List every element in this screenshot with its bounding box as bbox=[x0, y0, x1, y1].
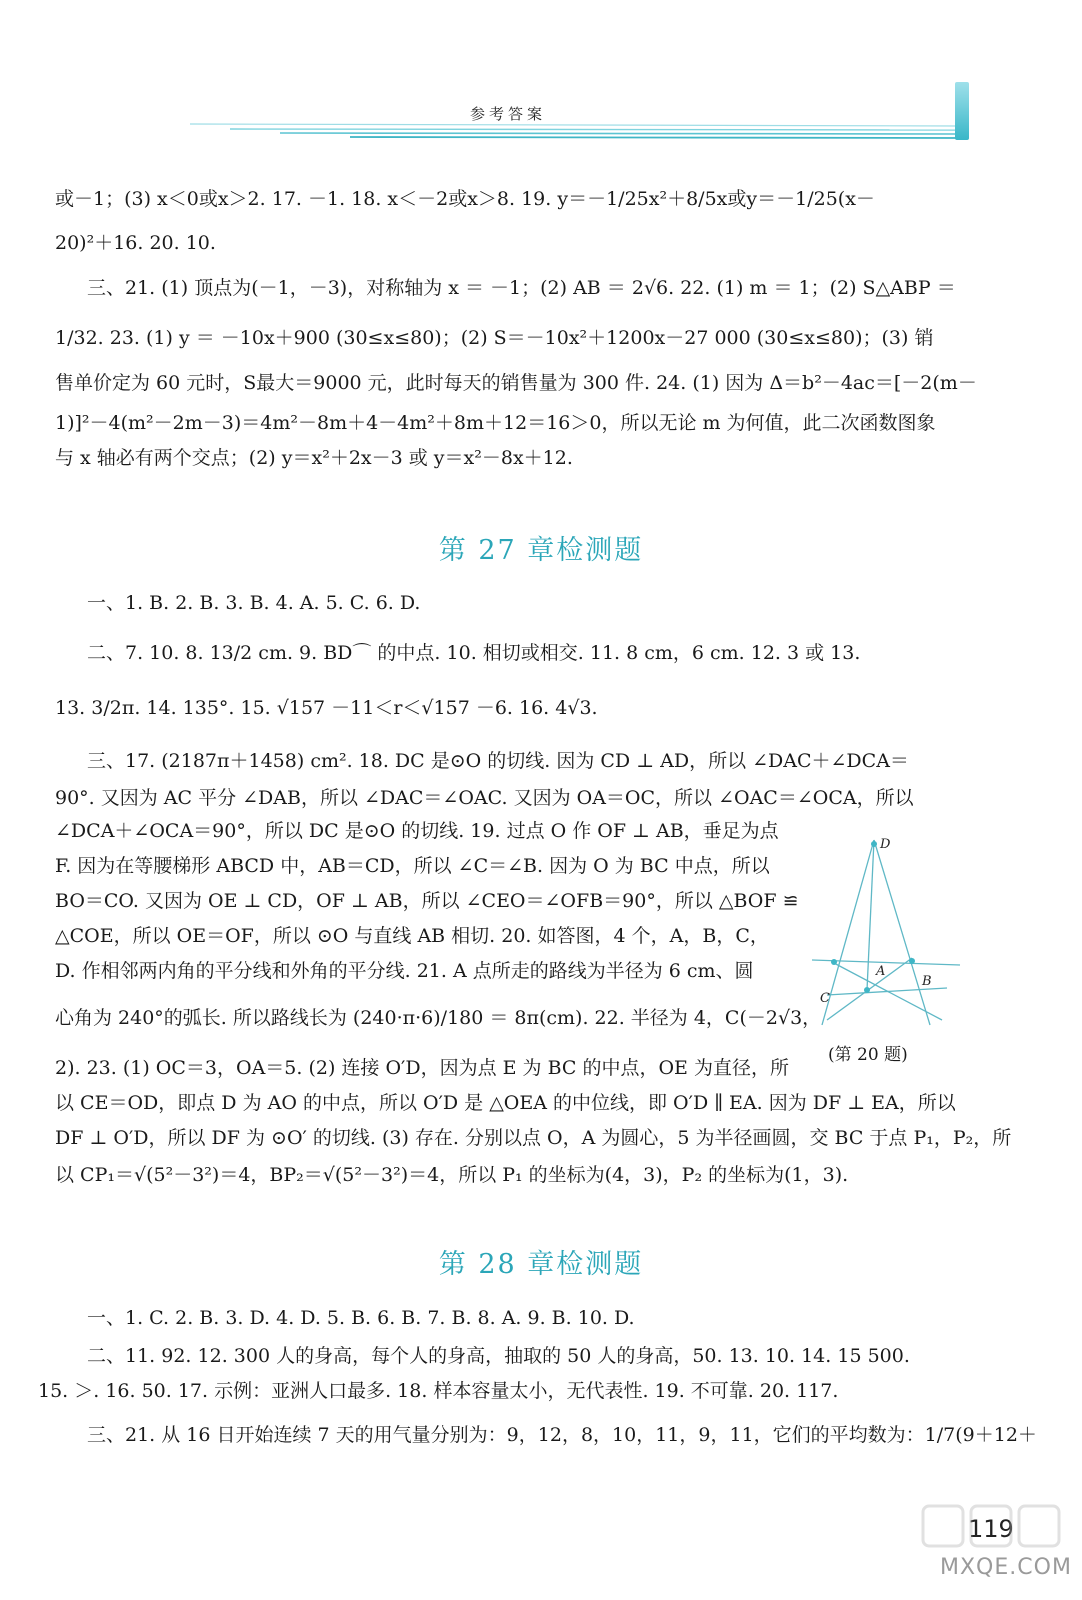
ch27-line-9: △COE，所以 OE＝OF，所以 ⊙O 与直线 AB 相切. 20. 如答图，4 个，A，B，C， bbox=[55, 925, 769, 947]
prev-line-6: 1)]²－4(m²－2m－3)＝4m²－8m＋4－4m²＋8m＋12＝16＞0，所以无论 m 为何值，此二次函数图象 bbox=[55, 412, 936, 434]
ch27-line-11: 心角为 240°的弧长. 所以路线长为 (240·π·6)/180 ＝ 8π(cm). 22. 半径为 4，C(－2√3， bbox=[55, 1007, 822, 1029]
ch27-line-4: 三、17. (2187π＋1458) cm². 18. DC 是⊙O 的切线. 因为 CD ⊥ AD，所以 ∠DAC＋∠DCA＝ bbox=[87, 750, 909, 772]
page-number: 119 bbox=[968, 1515, 1014, 1543]
ch27-line-13: 以 CE＝OD，即点 D 为 AO 的中点，所以 O′D 是 △OEA 的中位线，即 O′D ∥ EA. 因为 DF ⊥ EA，所以 bbox=[55, 1092, 956, 1114]
ch27-line-2: 二、7. 10. 8. 13/2 cm. 9. BD⌒ 的中点. 10. 相切或相交. 11. 8 cm，6 cm. 12. 3 或 13. bbox=[87, 642, 861, 664]
ch27-line-7: F. 因为在等腰梯形 ABCD 中，AB＝CD，所以 ∠C＝∠B. 因为 O 为 BC 中点，所以 bbox=[55, 855, 770, 877]
watermark-logo bbox=[915, 1500, 1075, 1595]
prev-line-5: 售单价定为 60 元时，S最大＝9000 元，此时每天的销售量为 300 件. 24. (1) 因为 Δ＝b²－4ac＝[－2(m－ bbox=[55, 372, 977, 394]
ch28-line-3: 15. ＞. 16. 50. 17. 示例：亚洲人口最多. 18. 样本容量太小，无代表性. 19. 不可靠. 20. 117. bbox=[38, 1380, 839, 1402]
ch27-line-10: D. 作相邻两内角的平分线和外角的平分线. 21. A 点所走的路线为半径为 6 cm、圆 bbox=[55, 960, 754, 982]
problem-20-figure bbox=[812, 830, 962, 1070]
prev-line-2: 20)²＋16. 20. 10. bbox=[55, 232, 216, 254]
watermark-text: MXQE.COM bbox=[940, 1555, 1072, 1580]
ch28-line-4: 三、21. 从 16 日开始连续 7 天的用气量分别为：9，12，8，10，11，9，11，它们的平均数为：1/7(9＋12＋ bbox=[87, 1424, 1037, 1446]
figure-label-c: C bbox=[820, 991, 830, 1006]
prev-line-4: 1/32. 23. (1) y ＝ －10x＋900 (30≤x≤80)；(2) S＝－10x²＋1200x－27 000 (30≤x≤80)；(3) 销 bbox=[55, 327, 934, 349]
chapter-28-title: 第 28 章检测题 bbox=[438, 1249, 644, 1280]
ch28-line-2: 二、11. 92. 12. 300 人的身高，每个人的身高，抽取的 50 人的身高，50. 13. 10. 14. 15 500. bbox=[87, 1345, 910, 1367]
header-tab-marker bbox=[955, 82, 969, 140]
figure-label-d: D bbox=[880, 837, 891, 852]
figure-caption: (第 20 题) bbox=[828, 1045, 908, 1065]
ch27-line-14: DF ⊥ O′D，所以 DF 为 ⊙O′ 的切线. (3) 存在. 分别以点 O，A 为圆心，5 为半径画圆，交 BC 于点 P₁，P₂，所 bbox=[55, 1127, 1012, 1149]
ch27-line-3: 13. 3/2π. 14. 135°. 15. √157 －11＜r＜√157 －6. 16. 4√3. bbox=[55, 697, 598, 719]
prev-line-3: 三、21. (1) 顶点为(－1，－3)，对称轴为 x ＝ －1；(2) AB ＝ 2√6. 22. (1) m ＝ 1；(2) S△ABP ＝ bbox=[87, 277, 956, 299]
figure-label-b: B bbox=[922, 974, 932, 989]
header-title: 参考答案 bbox=[470, 105, 547, 123]
ch27-line-8: BO＝CO. 又因为 OE ⊥ CD，OF ⊥ AB，所以 ∠CEO＝∠OFB＝90°，所以 △BOF ≌ bbox=[55, 890, 799, 912]
ch27-line-5: 90°. 又因为 AC 平分 ∠DAB，所以 ∠DAC＝∠OAC. 又因为 OA＝OC，所以 ∠OAC＝∠OCA，所以 bbox=[55, 787, 914, 809]
ch27-line-15: 以 CP₁＝√(5²－3²)＝4，BP₂＝√(5²－3²)＝4，所以 P₁ 的坐标为(4，3)，P₂ 的坐标为(1，3). bbox=[55, 1164, 849, 1186]
figure-label-a: A bbox=[876, 964, 886, 979]
chapter-27-title: 第 27 章检测题 bbox=[438, 535, 644, 566]
ch28-line-1: 一、1. C. 2. B. 3. D. 4. D. 5. B. 6. B. 7. B. 8. A. 9. B. 10. D. bbox=[87, 1307, 635, 1329]
prev-line-7: 与 x 轴必有两个交点；(2) y＝x²＋2x－3 或 y＝x²－8x＋12. bbox=[55, 447, 573, 469]
ch27-line-12: 2). 23. (1) OC＝3，OA＝5. (2) 连接 O′D，因为点 E 为 BC 的中点，OE 为直径，所 bbox=[55, 1057, 789, 1079]
ch27-line-1: 一、1. B. 2. B. 3. B. 4. A. 5. C. 6. D. bbox=[87, 592, 421, 614]
header-decoration bbox=[190, 120, 960, 142]
ch27-line-6: ∠DCA＋∠OCA＝90°，所以 DC 是⊙O 的切线. 19. 过点 O 作 OF ⊥ AB，垂足为点 bbox=[55, 820, 779, 842]
prev-line-1: 或－1；(3) x＜0或x＞2. 17. －1. 18. x＜－2或x＞8. 19. y＝－1/25x²＋8/5x或y＝－1/25(x－ bbox=[55, 188, 875, 210]
